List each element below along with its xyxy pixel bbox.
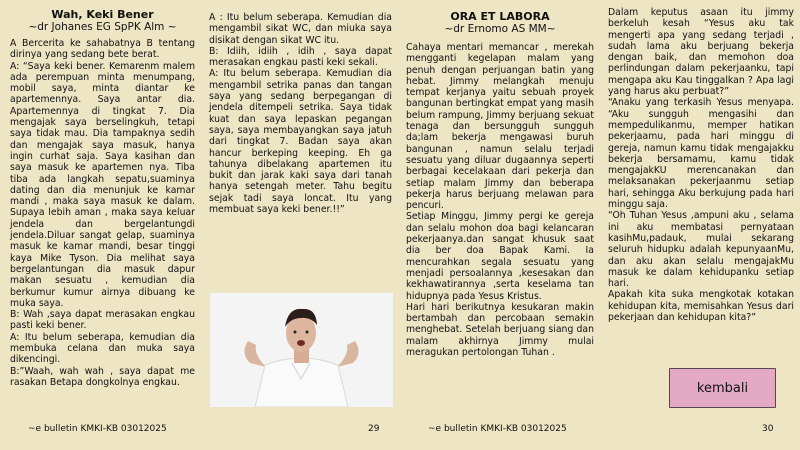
- page-number: 29: [368, 424, 380, 434]
- man-surprised-photo: [210, 293, 393, 407]
- article-title: ORA ET LABORA: [450, 10, 550, 23]
- article-author: ~dr Johanes EG SpPK Alm ~: [28, 21, 177, 33]
- page-number: 30: [762, 424, 774, 434]
- footer-bulletin: ~e bulletin KMKI-KB 03012025: [28, 424, 167, 434]
- back-button[interactable]: kembali: [669, 368, 776, 408]
- article-author: ~dr Ernomo AS MM~: [444, 23, 556, 35]
- article-body-col1: A Bercerita ke sahabatnya B tentang dirinya yang sedang bete berat. A: “Saya keki bener. Kemarenm malem ada perempuan minta menumpang, mobil saya, minta diantar ke apartemennya. Saya antar dia. Apartemennya di tingkat 7. Dia mengajak saya berselingkuh, tetapi saya tidak mau. Dia tampaknya sedih dan mengajak saya masuk, hanya ingin curhat saja. Saya kasihan dan saya masuk ke apartemen nya. Tiba tiba ada langkah sepatu,suaminya dating dan dia menunjuk ke kamar mandi , maka saya masuk ke dalam. Supaya lebih aman , maka saya keluar jendela dan bergelantungdi jendela.Diluar sangat gelap, suaminya masuk ke kamar mandi, besar tinggi kaya Mike Tyson. Dia melihat saya bergelantungan dia masuk dapur makan sesuatu , kemudian dia berkumur kumur airnya dibuang ke muka saya. B: Wah ,saya dapat merasakan engkau pasti keki bener. A: Itu belum seberapa, kemudian dia membuka celana dan muka saya dikencingi. B:”Waah, wah wah , saya dapat me rasakan Betapa dongkolnya engkau.: [10, 38, 195, 388]
- footer-bulletin: ~e bulletin KMKI-KB 03012025: [428, 424, 567, 434]
- right-column-2: [608, 7, 794, 323]
- article-body-col1: Cahaya mentari memancar , merekah mengganti kegelapan malam yang penuh dengan perjuangan batin yang hebat. Jimmy melangkah menuju tempat kerjanya yaitu sebuah proyek bangunan bertingkat empat yang masih belum rampung, Jimmy berjuang sekuat tenaga dan bersungguh sungguh da;lam bekerja mengawasi buruh bangunan , namun selalu terjadi sesuatu yang diluar dugaannya seperti berbagai kecelakaan dari pekerja dan setiap malam Jimmy dan beberapa pekerja harus berjuang melawan para pencuri. Setiap Minggu, Jimmy pergi ke gereja dan selalu mohon doa bagi kelancaran pekerjaanya.dan sangat khusuk saat dia ber doa Bapak Kami. Ia mencurahkan segala sesuatu yang menjadi persoalannya ,kesesakan dan kekhawatirannya ,serta keselama tan hidupnya pada Yesus Kristus. Hari hari berikutnya kesukaran makin bertambah dan percobaan semakin menghebat. Setelah berjuang siang dan malam akhirnya Jimmy mulai meragukan pertolongan Tuhan .: [406, 42, 594, 359]
- article-body-col2: A : Itu belum seberapa. Kemudian dia mengambil sikat WC, dan miuka saya disikat dengan sikat WC itu. B: Idiih, idiih , idih , saya dapat merasakan engkau pasti keki sekali. A: Itu belum seberapa. Kemudian dia mengambil setrika panas dan tangan saya yang sedang berpegangan di jendela ditempeli setrika. Saya tidak kuat dan saya lepaskan pegangan saya, saya membayangkan saya jatuh dari tingkat 7. Badan saya akan hancur berkeping keeping. Eh ga tahunya dibelakang apartemen itu bukit dan jarak kaki saya dari tanah hanya setengah meter. Tahu begitu sejak tadi saya loncat. Itu yang membuat saya keki bener.!!”: [209, 12, 392, 216]
- photo-illustration: [210, 293, 393, 407]
- left-column-1: [10, 8, 195, 388]
- article-title: Wah, Keki Bener: [51, 8, 154, 21]
- article-body-col2: Dalam keputus asaan itu jimmy berkeluh kesah “Yesus aku tak mengerti apa yang sedang terjadi , sudah lama aku berjuang bekerja dengan baik, dan memohon doa perlindungan dalam pekerjaanku, tapi mengapa aku Kau tinggalkan ? Apa lagi yang harus aku perbuat?” “Anaku yang terkasih Yesus menyapa. “Aku sungguh mengasihi dan mempedulikanmu, memper hatikan pekerjaamu, pada hari minggu di gereja, namun kamu tidak mengajakku bekerja bersamamu, kamu tidak mengajakKU merencanakan dan melaksanakan pekerjaanmu setiap hari, sehingga Aku berkujung pada hari minggu saja. “Oh Tuhan Yesus ,ampuni aku , selama ini aku membatasi pernyataan kasihMu,padauk, mulai sekarang seluruh hidupku adalah kepunyaanMu, dan aku akan selalu mengajakMu masuk ke dalam kehidupanku setiap hari. Apakah kita suka mengkotak kotakan kehidupan kita, memisahkan Yesus dari pekerjaan dan kehidupan kita?”: [608, 7, 794, 324]
- right-column-1: [406, 10, 594, 358]
- left-column-2: [209, 12, 392, 215]
